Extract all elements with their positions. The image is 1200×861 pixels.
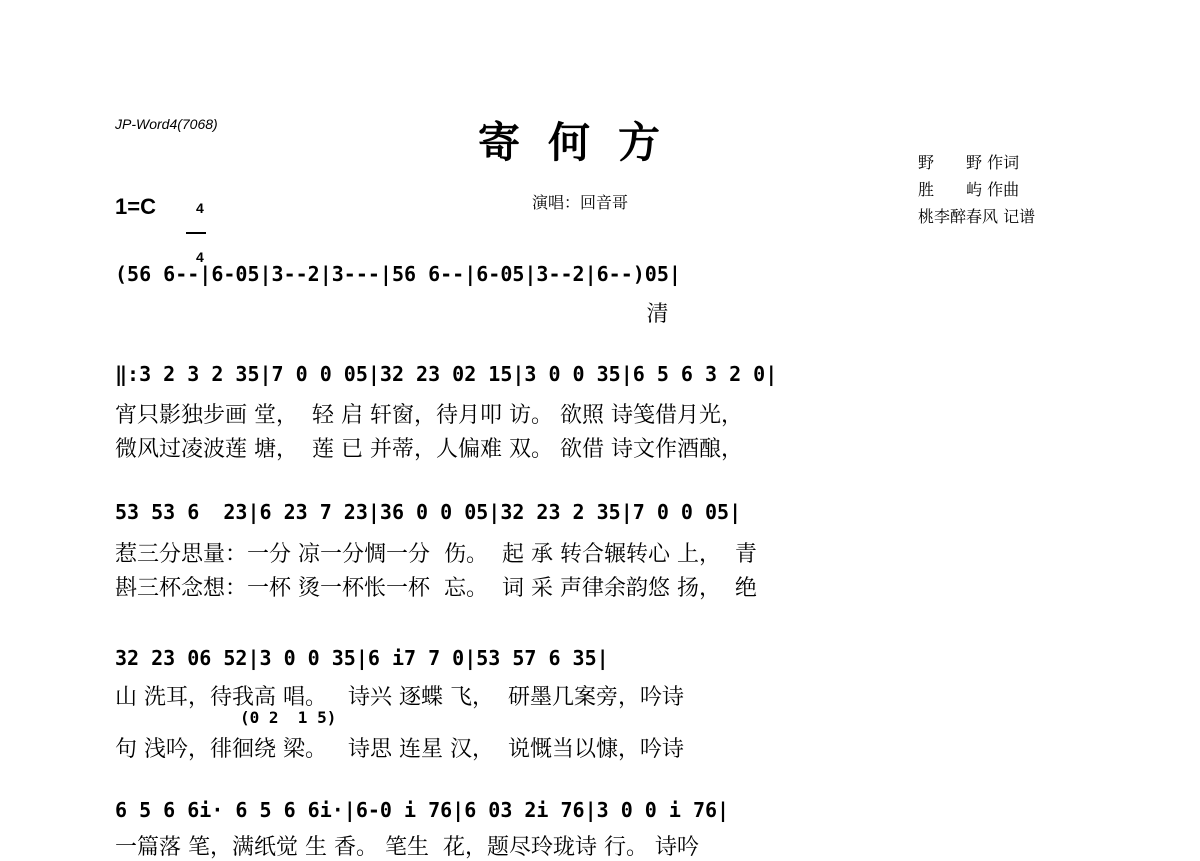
lyric-line-5a: 一篇落 笔，满纸觉 生 香。 笔生 花，题尽玲珑诗 行。 诗吟 xyxy=(115,835,699,860)
notation-line-2: ‖:3 2 3 2 35|7 0 0 05|32 23 02 15|3 0 0 35|6 5 6 3 2 0| xyxy=(115,362,778,386)
lyric-line-3b: 斟三杯念想：一杯 烫一杯怅一杯 忘。 词 采 声律余韵悠 扬， 绝 xyxy=(115,576,757,601)
time-signature xyxy=(186,186,206,265)
singer-credit: 演唱：回音哥 xyxy=(532,193,629,212)
composer-credit: 胜 屿 作曲 xyxy=(918,180,1020,199)
software-label: JP-Word4(7068) xyxy=(115,116,218,132)
lyric-line-1a: 清 xyxy=(115,302,669,327)
alternate-notes: (0 2 1 5) xyxy=(240,708,337,727)
lyric-line-3a: 惹三分思量：一分 凉一分惆一分 伤。 起 承 转合辗转心 上， 青 xyxy=(115,542,757,567)
key-signature: 1=C xyxy=(115,194,156,219)
lyric-line-2a: 宵只影独步画 堂， 轻 启 轩窗，待月叩 访。 欲照 诗笺借月光， xyxy=(115,403,743,428)
lyric-line-4a: 山 洗耳，待我高 唱。 诗兴 逐蝶 飞， 研墨几案旁，吟诗 xyxy=(115,685,684,710)
song-title: 寄何方 xyxy=(478,118,689,167)
lyricist-credit: 野 野 作词 xyxy=(918,153,1020,172)
notation-line-3: 53 53 6 23|6 23 7 23|36 0 0 05|32 23 2 35|7 0 0 05| xyxy=(115,500,742,524)
time-signature-top: 4 xyxy=(195,200,204,216)
notation-line-4: 32 23 06 52|3 0 0 35|6 i7 7 0|53 57 6 35| xyxy=(115,646,609,670)
time-signature-bottom: 4 xyxy=(195,249,204,265)
time-signature-bar xyxy=(186,232,206,234)
lyric-line-4b: 句 浅吟，徘徊绕 梁。 诗思 连星 汉， 说慨当以慷，吟诗 xyxy=(115,737,684,762)
notation-line-5: 6 5 6 6i· 6 5 6 6i·|6-0 i 76|6 03 2i 76|3 0 0 i 76| xyxy=(115,798,730,822)
transcriber-credit: 桃李醉春风 记谱 xyxy=(918,207,1036,226)
notation-line-1: (56 6--|6-05|3--2|3---|56 6--|6-05|3--2|6--)05| xyxy=(115,262,681,286)
lyric-line-2b: 微风过凌波莲 塘， 莲 已 并蒂，人偏难 双。 欲借 诗文作酒酿， xyxy=(115,437,743,462)
